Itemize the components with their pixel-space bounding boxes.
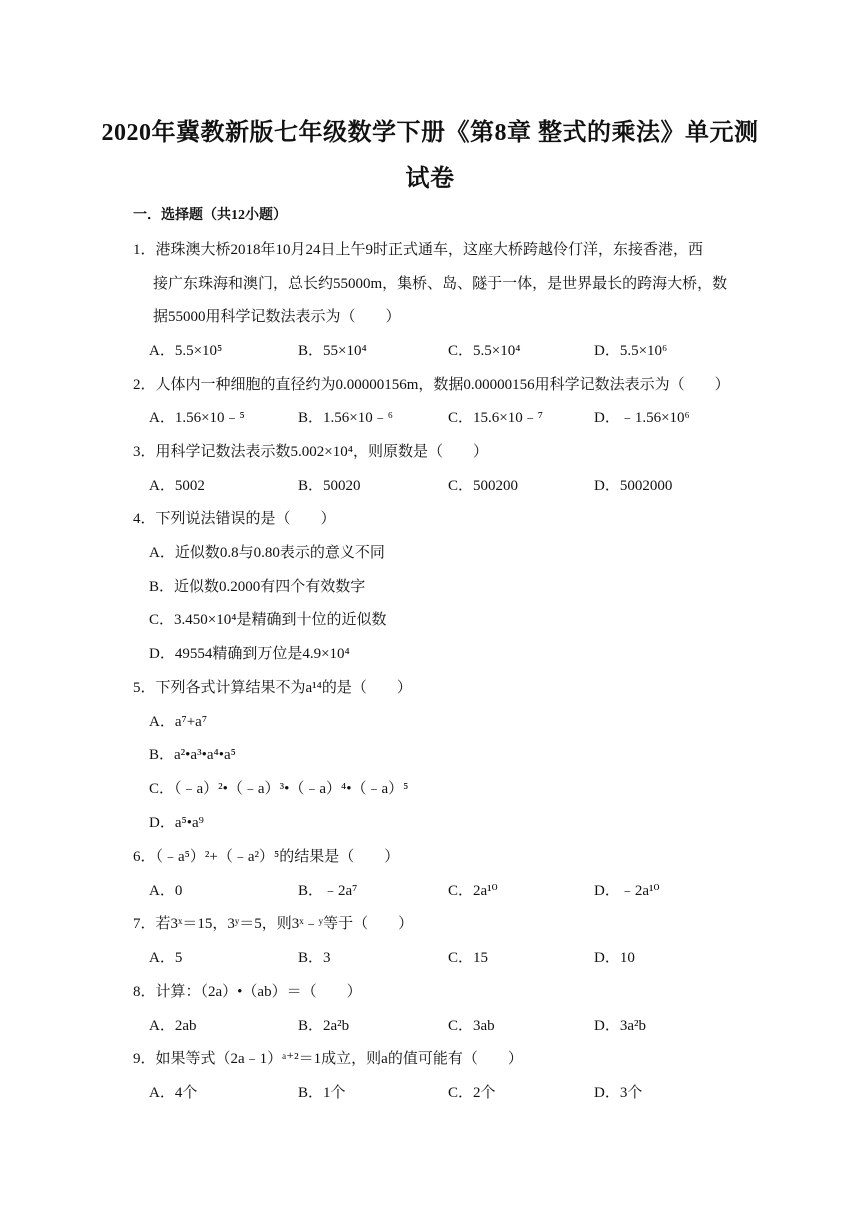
question-2-option-d: D．﹣1.56×10⁶ xyxy=(594,410,690,426)
question-4-option-b: B．近似数0.2000有四个有效数字 xyxy=(149,579,366,595)
question-1-line-3: 据55000用科学记数法表示为（ ） xyxy=(153,309,401,325)
question-9-option-c: C．2个 xyxy=(448,1085,496,1101)
question-2-option-b: B．1.56×10﹣⁶ xyxy=(298,410,393,426)
question-3-line-1: 3．用科学记数法表示数5.002×10⁴，则原数是（ ） xyxy=(133,444,488,460)
question-1-option-a: A．5.5×10⁵ xyxy=(149,343,223,359)
question-2-option-c: C．15.6×10﹣⁷ xyxy=(448,410,543,426)
question-7-option-d: D．10 xyxy=(594,950,635,966)
question-6-option-b: B．﹣2a⁷ xyxy=(298,883,358,899)
question-8-option-d: D．3a²b xyxy=(594,1018,646,1034)
document-title: 2020年冀教新版七年级数学下册《第8章 整式的乘法》单元测 xyxy=(101,120,759,146)
question-5-option-a: A．a⁷+a⁷ xyxy=(149,714,208,730)
question-2-option-a: A．1.56×10﹣⁵ xyxy=(149,410,245,426)
question-9-line-1: 9．如果等式（2a﹣1）ᵃ⁺²＝1成立，则a的值可能有（ ） xyxy=(133,1051,523,1067)
section-heading: 一．选择题（共12小题） xyxy=(133,208,287,223)
question-7-line-1: 7．若3ˣ＝15，3ʸ＝5，则3ˣ﹣ʸ等于（ ） xyxy=(133,916,414,932)
question-6-option-d: D．﹣2a¹⁰ xyxy=(594,883,660,899)
question-8-option-c: C．3ab xyxy=(448,1018,495,1034)
question-4-line-1: 4．下列说法错误的是（ ） xyxy=(133,511,336,527)
question-9-option-a: A．4个 xyxy=(149,1085,198,1101)
question-1-option-d: D．5.5×10⁶ xyxy=(594,343,668,359)
question-2-line-1: 2．人体内一种细胞的直径约为0.00000156m，数据0.00000156用科学记数法表示为（ ） xyxy=(133,377,730,393)
question-9-option-b: B．1个 xyxy=(298,1085,346,1101)
question-3-option-a: A．5002 xyxy=(149,478,205,494)
question-5-option-b: B．a²•a³•a⁴•a⁵ xyxy=(149,747,236,763)
question-6-option-a: A．0 xyxy=(149,883,183,899)
question-7-option-c: C．15 xyxy=(448,950,489,966)
question-6-option-c: C．2a¹⁰ xyxy=(448,883,498,899)
document-title-continued: 试卷 xyxy=(405,166,455,192)
question-1-option-c: C．5.5×10⁴ xyxy=(448,343,521,359)
question-3-option-d: D．5002000 xyxy=(594,478,673,494)
question-1-line-1: 1．港珠澳大桥2018年10月24日上午9时正式通车，这座大桥跨越伶仃洋，东接香港，西 xyxy=(133,242,704,258)
question-9-option-d: D．3个 xyxy=(594,1085,643,1101)
question-3-option-b: B．50020 xyxy=(298,478,361,494)
question-1-option-b: B．55×10⁴ xyxy=(298,343,367,359)
question-4-option-d: D．49554精确到万位是4.9×10⁴ xyxy=(149,646,350,662)
question-7-option-a: A．5 xyxy=(149,950,183,966)
question-5-option-d: D．a⁵•a⁹ xyxy=(149,815,204,831)
question-3-option-c: C．500200 xyxy=(448,478,519,494)
question-8-option-b: B．2a²b xyxy=(298,1018,350,1034)
question-1-line-2: 接广东珠海和澳门，总长约55000m，集桥、岛、隧于一体，是世界最长的跨海大桥，数 xyxy=(153,276,728,292)
question-6-line-1: 6．（﹣a⁵）²+（﹣a²）⁵的结果是（ ） xyxy=(133,849,400,865)
question-5-option-c: C．（﹣a）²•（﹣a）³•（﹣a）⁴•（﹣a）⁵ xyxy=(149,781,409,797)
question-8-line-1: 8．计算：（2a）•（ab）＝（ ） xyxy=(133,984,362,1000)
question-8-option-a: A．2ab xyxy=(149,1018,197,1034)
question-5-line-1: 5．下列各式计算结果不为a¹⁴的是（ ） xyxy=(133,680,412,696)
question-4-option-c: C．3.450×10⁴是精确到十位的近似数 xyxy=(149,612,387,628)
question-4-option-a: A．近似数0.8与0.80表示的意义不同 xyxy=(149,545,385,561)
question-7-option-b: B．3 xyxy=(298,950,331,966)
